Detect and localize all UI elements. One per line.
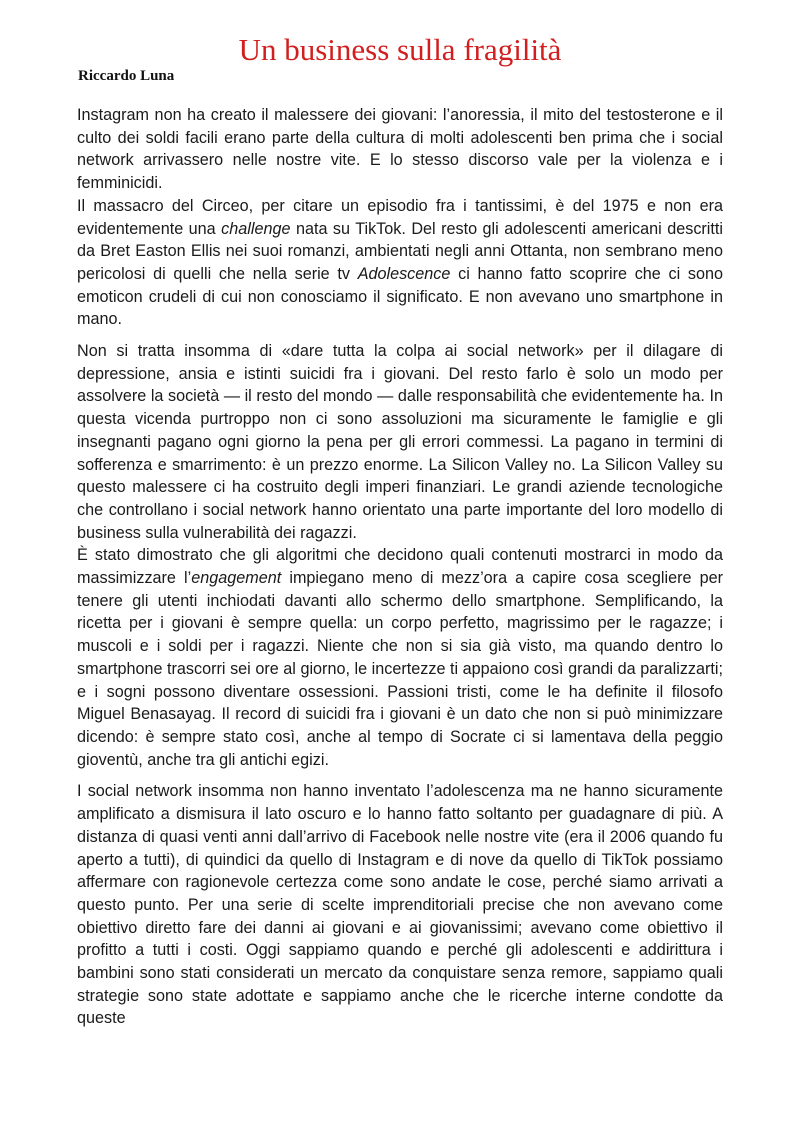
paragraph-2 — [77, 195, 723, 331]
paragraph-text: È stato dimostrato che gli algoritmi che decidono quali contenuti mostrarci in modo da massimizzare l’ — [77, 546, 723, 588]
italic-term: challenge — [221, 219, 291, 238]
article-body — [77, 104, 723, 1030]
paragraph-text: impiegano meno di mezz’ora a capire cosa scegliere per tenere gli utenti inchiodati davanti allo schermo dello smartphone. Semplificando, la ricetta per i giovani è sempre quella: un corpo perfetto, magrissimo per le ragazze; i muscoli e i soldi per i ragazzi. Niente che non si sia già visto, ma quando dentro lo smartphone trascorri sei ore al giorno, le incertezze ti appaiono così grandi da paralizzarti; e i sogni possono diventare ossessioni. Passioni tristi, come le ha definite il filosofo Miguel Benasayag. Il record di suicidi fra i giovani è un dato che non si può minimizzare dicendo: è sempre stato così, anche al tempo di Socrate ci si lamentava della peggio gioventù, anche tra gli antichi egizi. — [77, 569, 723, 769]
paragraph-3 — [77, 340, 723, 544]
document-title: Un business sulla fragilità — [238, 32, 562, 67]
paragraph-text: I social network insomma non hanno inventato l’adolescenza ma ne hanno sicuramente amplificato a dismisura il lato oscuro e lo hanno fatto soltanto per guadagnare di più. A distanza di quasi venti anni dall’arrivo di Facebook nelle nostre vite (era il 2006 quando fu aperto a tutti), di quindici da quello di Instagram e di nove da quello di TikTok possiamo affermare con ragionevole certezza come sono andate le cose, perché siamo arrivati a questo punto. Per una serie di scelte imprenditoriali precise che non avevano come obiettivo diretto fare dei danni ai giovani e ai giovanissimi; avevano come obiettivo il profitto a tutti i costi. Oggi sappiamo quando e perché gli adolescenti e addirittura i bambini sono stati considerati un mercato da conquistare senza remore, sappiamo quali strategie sono state adottate e sappiamo anche che le ricerche interne condotte da queste — [77, 782, 723, 1028]
paragraph-text: Instagram non ha creato il malessere dei giovani: l’anoressia, il mito del testosterone e il culto dei soldi facili erano parte della cultura di molti adolescenti ben prima che i social network arrivassero nelle nostre vite. E lo stesso discorso vale per la violenza e i femminicidi. — [77, 106, 723, 193]
paragraph-text: Il massacro del Circeo, per citare un episodio fra i tantissimi, è del 1975 e non era evidentemente una — [77, 196, 723, 238]
author-name: Riccardo Luna — [78, 68, 175, 84]
paragraph-5 — [77, 780, 723, 1030]
paragraph-text: ci hanno fatto scoprire che ci sono emoticon crudeli di cui non conosciamo il significato. E non avevano uno smartphone in mano. — [77, 264, 723, 329]
paragraph-text: Non si tratta insomma di «dare tutta la colpa ai social network» per il dilagare di depressione, ansia e istinti suicidi fra i giovani. Del resto farlo è solo un modo per assolvere la società — il resto del mondo — dalle responsabilità che evidentemente ha. In questa vicenda purtroppo non ci sono assoluzioni ma sicuramente le famiglie e gli insegnanti pagano ogni giorno la pena per gli errori commessi. La pagano in termini di sofferenza e smarrimento: è un prezzo enorme. La Silicon Valley no. La Silicon Valley su questo malessere ci ha costruito degli imperi finanziari. Le grandi aziende tecnologiche che controllano i social network hanno orientato una parte importante del loro modello di business sulla vulnerabilità dei ragazzi. — [77, 342, 723, 542]
paragraph-1 — [77, 104, 723, 195]
paragraph-text: nata su TikTok. Del resto gli adolescenti americani descritti da Bret Easton Ellis nei suoi romanzi, ambientati negli anni Ottanta, non sembrano meno pericolosi di quelli che nella serie tv — [77, 219, 723, 283]
paragraph-4 — [77, 544, 723, 771]
italic-term: engagement — [191, 569, 282, 588]
italic-term: Adolescence — [357, 264, 451, 283]
